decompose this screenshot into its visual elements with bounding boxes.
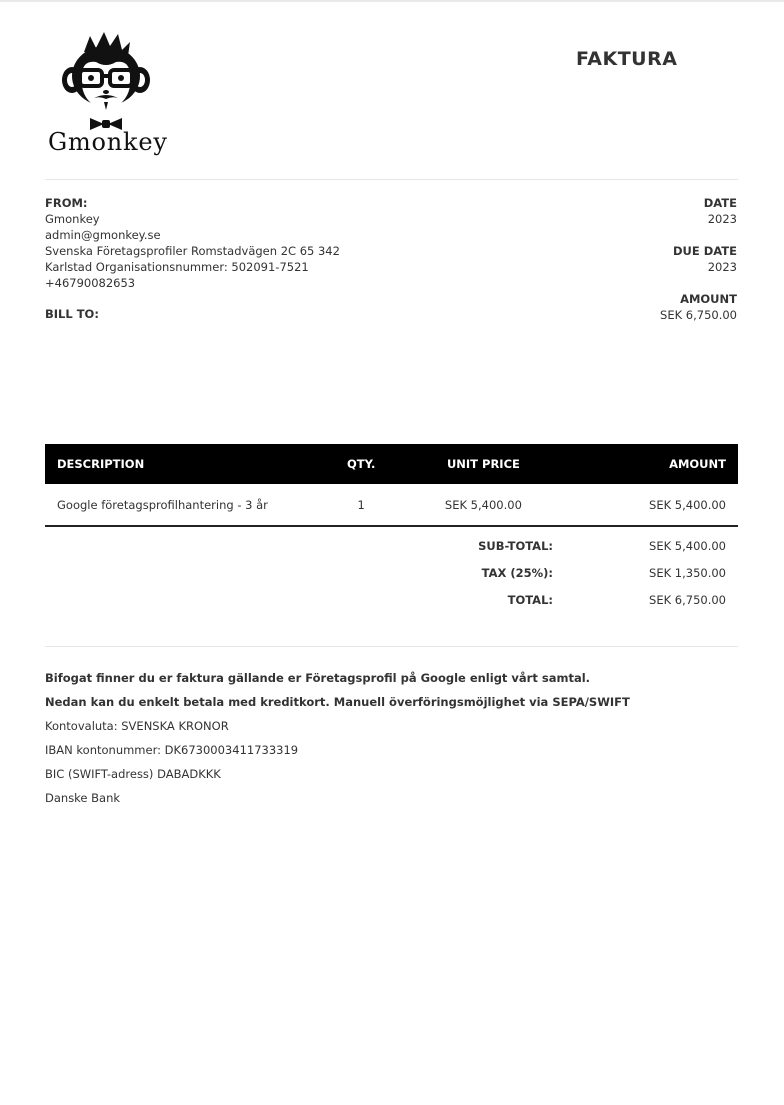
totals-section — [45, 534, 738, 615]
page-top-edge — [0, 0, 784, 2]
from-email: admin@gmonkey.se — [45, 228, 161, 242]
due-date-label: DUE DATE — [673, 244, 737, 258]
row-description: Google företagsprofilhantering - 3 år — [45, 484, 347, 526]
from-address: Svenska Företagsprofiler Romstadvägen 2C 65 342 — [45, 244, 340, 258]
due-date-group — [673, 243, 737, 275]
invoice-items-table — [45, 444, 738, 527]
header-description: DESCRIPTION — [45, 444, 347, 484]
total-value: SEK 6,750.00 — [649, 593, 726, 607]
header-qty: QTY. — [347, 444, 375, 484]
subtotal-row — [45, 534, 738, 561]
note-payment-methods: Nedan kan du enkelt betala med kreditkort. Manuell överföringsmöjlighet via SEPA/SWIFT — [45, 695, 630, 709]
date-value: 2023 — [707, 212, 737, 226]
table-row — [45, 484, 738, 526]
from-org-number: Karlstad Organisationsnummer: 502091-7521 — [45, 260, 309, 274]
note-bic: BIC (SWIFT-adress) DABADKKK — [45, 767, 221, 781]
row-unit-price: SEK 5,400.00 — [375, 484, 591, 526]
from-section — [45, 195, 340, 291]
total-row — [45, 588, 738, 615]
due-date-value: 2023 — [707, 260, 737, 274]
from-phone: +46790082653 — [45, 276, 136, 290]
row-amount: SEK 5,400.00 — [591, 484, 738, 526]
row-qty: 1 — [347, 484, 375, 526]
header-unit-price: UNIT PRICE — [375, 444, 591, 484]
notes-divider — [45, 646, 738, 647]
brand-name: Gmonkey — [48, 128, 168, 156]
bill-to-label: BILL TO: — [45, 307, 99, 321]
note-invoice-intro: Bifogat finner du er faktura gällande er Företagsprofil på Google enligt vårt samtal. — [45, 671, 591, 685]
header-amount: AMOUNT — [591, 444, 738, 484]
table-header-row — [45, 444, 738, 484]
amount-label: AMOUNT — [680, 292, 737, 306]
monkey-logo-icon — [60, 32, 152, 134]
amount-value: SEK 6,750.00 — [660, 308, 737, 322]
subtotal-value: SEK 5,400.00 — [649, 539, 726, 553]
tax-row — [45, 561, 738, 588]
from-label: FROM: — [45, 196, 88, 210]
date-group — [704, 195, 737, 227]
total-label: TOTAL: — [507, 593, 553, 607]
header-divider — [45, 179, 738, 180]
note-currency: Kontovaluta: SVENSKA KRONOR — [45, 719, 229, 733]
payment-notes — [45, 670, 630, 814]
document-title: FAKTURA — [576, 48, 678, 70]
from-company: Gmonkey — [45, 212, 100, 226]
tax-label: TAX (25%): — [481, 566, 553, 580]
note-iban: IBAN kontonummer: DK6730003411733319 — [45, 743, 299, 757]
subtotal-label: SUB-TOTAL: — [478, 539, 553, 553]
tax-value: SEK 1,350.00 — [649, 566, 726, 580]
brand-logo — [44, 32, 174, 160]
note-bank: Danske Bank — [45, 791, 121, 805]
date-label: DATE — [703, 196, 737, 210]
amount-group — [660, 291, 737, 323]
